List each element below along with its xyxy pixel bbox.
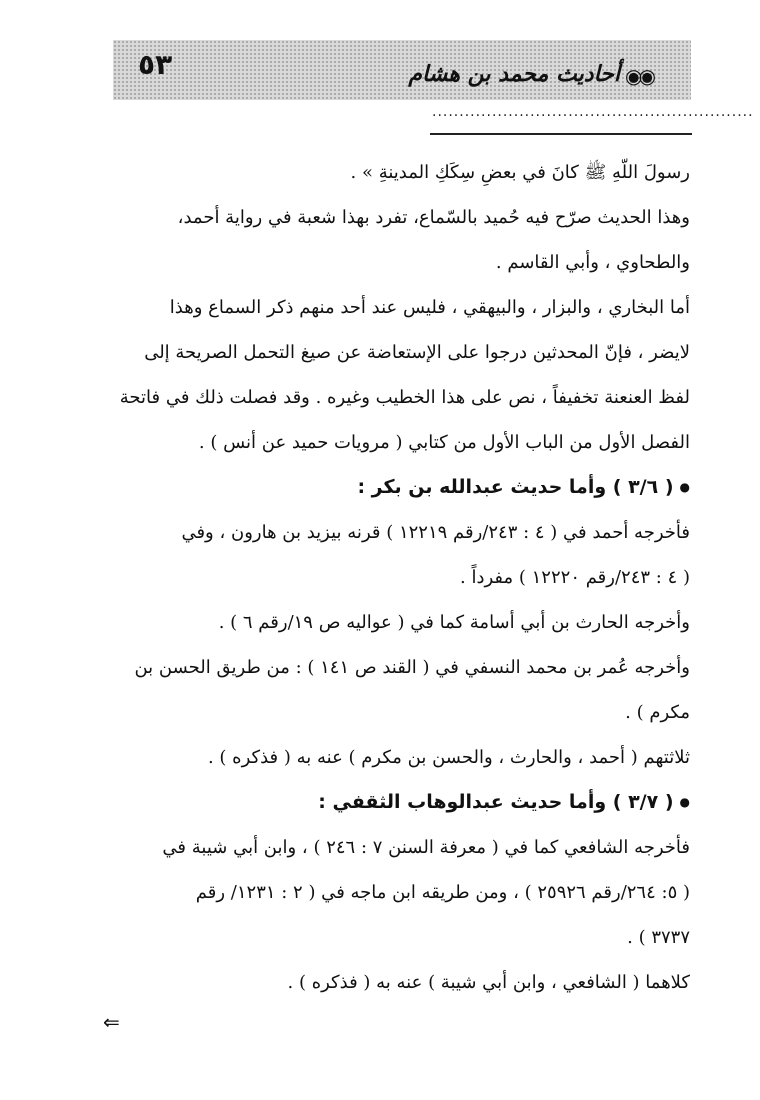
body-line: لايضر ، فإنّ المحدثين درجوا على الإستعاضة عن صيغ التحمل الصريحة إلى bbox=[144, 342, 690, 363]
running-title: أحاديث محمد بن هشام bbox=[408, 62, 620, 87]
body-line: ٣٧٣٧ ) . bbox=[627, 927, 690, 948]
body-line: مكرم ) . bbox=[625, 702, 690, 723]
body-line: ( ٥: ٢٦٤/رقم ٢٥٩٢٦ ) ، ومن طريقه ابن ماجه في ( ٢ : ١٢٣١/ رقم bbox=[195, 882, 690, 903]
section-heading bbox=[100, 780, 690, 825]
ornament-icon: ◉◉ bbox=[625, 64, 652, 88]
arrow-left-icon: ⇐ bbox=[103, 1010, 120, 1034]
body-line: لفظ العنعنة تخفيفاً ، نص على هذا الخطيب وغيره . وقد فصلت ذلك في فاتحة bbox=[119, 387, 690, 408]
body-line: الفصل الأول من الباب الأول من كتابي ( مرويات حميد عن أنس ) . bbox=[198, 432, 690, 453]
dot-leader: ........................................................... bbox=[432, 104, 754, 120]
bullet-icon: ● bbox=[679, 795, 690, 809]
body-line: رسولَ اللّهِ ﷺ كانَ في بعضِ سِكَكِ المدينةِ » . bbox=[350, 162, 690, 183]
body-line: فأخرجه أحمد في ( ٤ : ٢٤٣/رقم ١٢٢١٩ ) قرنه بيزيد بن هارون ، وفي bbox=[181, 522, 690, 543]
body-line: ثلاثتهم ( أحمد ، والحارث ، والحسن بن مكرم ) عنه به ( فذكره ) . bbox=[207, 747, 690, 768]
text-body bbox=[100, 150, 690, 1005]
body-line: وأخرجه الحارث بن أبي أسامة كما في ( عواليه ص ١٩/رقم ٦ ) . bbox=[218, 612, 690, 633]
section-heading-text: ( ٣/٦ ) وأما حديث عبدالله بن بكر : bbox=[357, 476, 674, 498]
body-line: كلاهما ( الشافعي ، وابن أبي شيبة ) عنه به ( فذكره ) . bbox=[287, 972, 690, 993]
body-line: وهذا الحديث صرّح فيه حُميد بالسّماع، تفرد بهذا شعبة في رواية أحمد، bbox=[177, 207, 690, 228]
page-number: ٥٣ bbox=[138, 48, 173, 81]
bullet-icon: ● bbox=[679, 480, 690, 494]
body-line: أما البخاري ، والبزار ، والبيهقي ، فليس عند أحد منهم ذكر السماع وهذا bbox=[169, 297, 690, 318]
body-line: ( ٤ : ٢٤٣/رقم ١٢٢٢٠ ) مفرداً . bbox=[460, 567, 690, 588]
section-heading bbox=[100, 465, 690, 510]
header-rule bbox=[430, 133, 692, 135]
body-line: وأخرجه عُمر بن محمد النسفي في ( القند ص ١٤١ ) : من طريق الحسن بن bbox=[134, 657, 690, 678]
body-line: فأخرجه الشافعي كما في ( معرفة السنن ٧ : ٢٤٦ ) ، وابن أبي شيبة في bbox=[162, 837, 690, 858]
body-line: والطحاوي ، وأبي القاسم . bbox=[495, 252, 690, 273]
section-heading-text: ( ٣/٧ ) وأما حديث عبدالوهاب الثقفي : bbox=[318, 791, 674, 813]
